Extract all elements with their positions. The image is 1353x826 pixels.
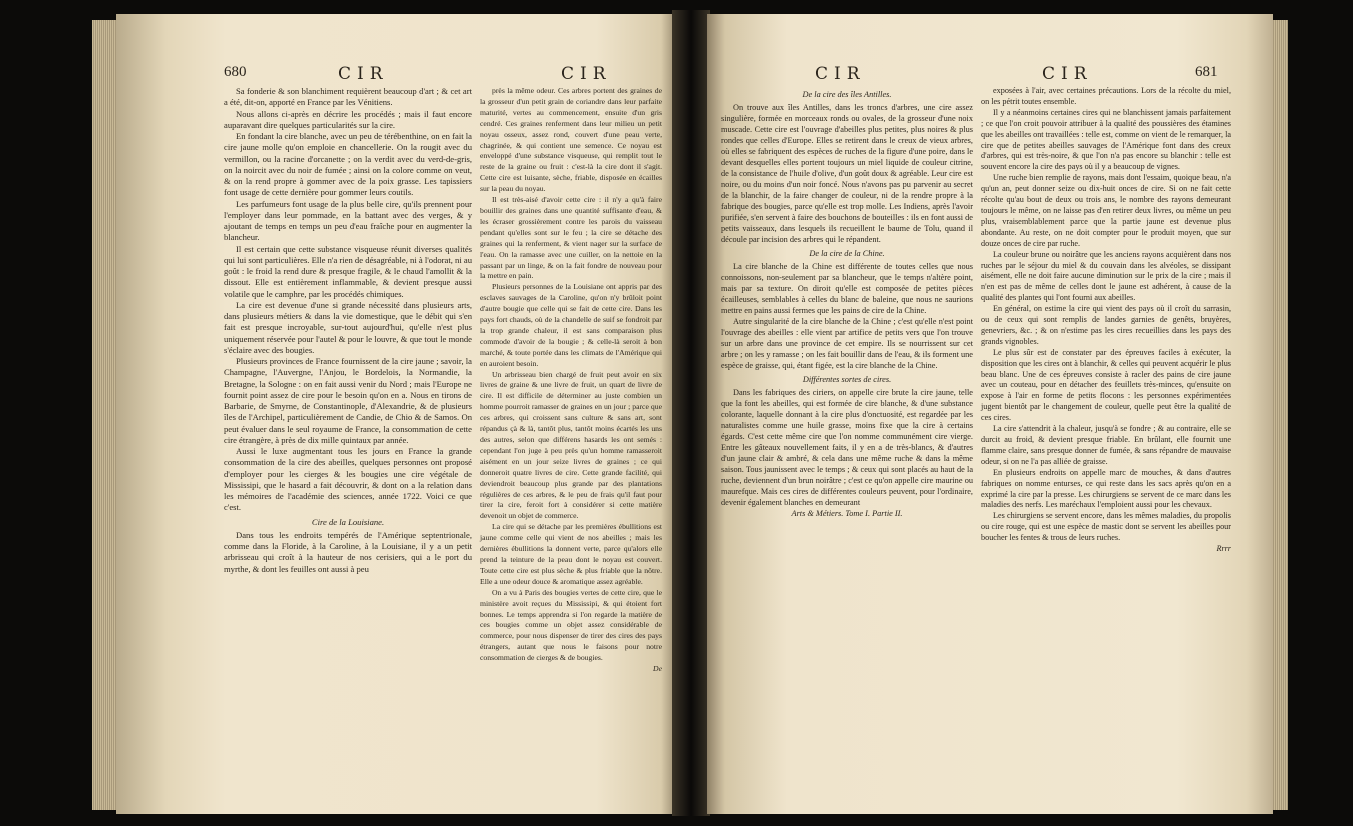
left-header-2: CIR (561, 64, 612, 84)
right-header-2: CIR (1042, 64, 1093, 84)
right-page-number: 681 (1195, 64, 1218, 80)
paragraph: Les parfumeurs font usage de la plus belle cire, qu'ils prennent pour l'employer dans leur pommade, en la battant avec des verges, & y ajoutant de temps en temps un peu d'eau fraîche pour en augmenter la blancheur. (224, 198, 472, 243)
paragraph: Un arbrisseau bien chargé de fruit peut avoir en six livres de graine & une livre de fruit, un quart de livre de cire. Il est difficile de déterminer au juste combien un homme pourroit ramasser de graines en un jour ; parce que ces arbres, qui croissent sans culture & sans art, sont répandus çà & là, tantôt plus, tantôt moins écartés les uns des autres, selon que différens hasards les ont semés : cependant l'on juge à peu près qu'un homme ramasseroit aisément en un jour seize livres de graines ; ce qui donneroit quatre livres de cire. Cette grande facilité, qui deviendroit beaucoup plus grande par des plantations régulières de ces arbres, & le peu de frais qu'il faut pour tirer la cire, feroit fort à considérer si cette matière devenoit un objet de commerce. (480, 369, 662, 521)
section-title: De la cire de la Chine. (809, 249, 885, 258)
left-page-number: 680 (224, 64, 247, 80)
book-gutter (672, 10, 710, 816)
section-title: De la cire des îles Antilles. (802, 90, 892, 99)
paragraph: On trouve aux îles Antilles, dans les troncs d'arbres, une cire assez singulière, formée en morceaux ronds ou ovales, de la grosseur d'une noix muscade. Cette cire est l'ouvrage d'abeilles plus petites, plus noires & plus rondes que celles d'Europe. Elles se retirent dans le creux de vieux arbres, où elles se fabriquent des espèces de ruches de la figure d'une poire, dans le devant desquelles elles portent toujours un miel liquide de couleur citrine, de la consistance de l'huile d'olive, d'un goût doux & agréable. Leur cire est noire, ou du moins d'un noir foncé. Nous n'avons pas pu parvenir au secret de la blanchir, de la faire changer de couleur, ni de la rendre propre à la fabrique des bougies, parce qu'elle est trop molle. Les Indiens, après l'avoir purifiée, s'en servent à faire des bouchons de bouteilles : ils en font aussi de petits vaisseaux, dans lesquels ils recueillent le baume de Tolu, quand il découle par incision des arbres qui le répandent. (721, 103, 973, 244)
right-page (707, 14, 1273, 814)
paragraph: La couleur brune ou noirâtre que les anciens rayons acquièrent dans nos ruches par le séjour du miel & du couvain dans les alvéoles, se dissipant aisément, elle ne doit faire aucune diminution sur le prix de la cire ; mais il n'en est pas de même de celles dont le jaune est adhérent, à cause de la qualité des plantes qui l'ont fourni aux abeilles. (981, 249, 1231, 303)
paragraph: près la même odeur. Ces arbres portent des graines de la grosseur d'un petit grain de coriandre dans leur parfaite maturité, vertes au commencement, ensuite d'un gris cendré. Ces graines renferment dans leur milieu un petit noyau osseux, assez rond, couvert d'une peau verte, chagrinée, & qui contient une semence. Ce noyau est enveloppé d'une substance visqueuse, qui remplit tout le reste de la graine ou fruit : c'est-là la cire dont il s'agit. Cette cire est luisante, sèche, friable, disposée en écailles sur la peau du noyau. (480, 86, 662, 194)
right-header-1: CIR (815, 64, 866, 84)
paragraph: La cire qui se détache par les premières ébullitions est jaune comme celle qui vient de nos abeilles ; mais les dernières ébullitions la donnent verte, parce qu'alors elle prend la teinture de la peau dont le noyau est couvert. Toute cette cire est plus sèche & plus friable que la nôtre. Elle a une odeur douce & aromatique assez agréable. (480, 522, 662, 586)
page-footer: Arts & Métiers. Tome I. Partie II. (791, 509, 903, 518)
paragraph: Sa fonderie & son blanchiment requièrent beaucoup d'art ; & cet art a été, dit-on, apporté en France par les Vénitiens. (224, 86, 472, 108)
left-page-edges (92, 20, 118, 810)
left-page (116, 14, 676, 814)
paragraph: Le plus sûr est de constater par des épreuves faciles à exécuter, la disposition que les cires ont à blanchir, & celles qui peuvent acquérir le plus beau blanc. Une de ces épreuves consiste à racler des pains de cire jaune avec un couteau, pour en détacher des feuillets très-minces, qu'ensuite on expose à l'air en forme de petits flocons : les personnes expérimentées jugent bientôt par le changement de couleur, quelle peut être la qualité de ces cires. (981, 347, 1231, 423)
right-column-1 (721, 86, 973, 519)
paragraph: Aussi le luxe augmentant tous les jours en France la grande consommation de la cire des abeilles, quelques personnes ont proposé d'employer pour les cierges & les bougies une cire végétale de Mississipi, que le hasard a fait découvrir, & dont on a la relation dans les mémoires de l'académie des sciences, année 1722. Voici ce que c'est. (224, 446, 472, 513)
paragraph: La cire est devenue d'une si grande nécessité dans plusieurs arts, dans plusieurs métiers & dans la vie domestique, que le débit qui s'en fait est presque incroyable, sur-tout aujourd'hui, qu'elle n'est plus uniquement réservée pour l'autel & pour le louvre, & que tout le monde s'éclaire avec des bougies. (224, 299, 472, 355)
paragraph: Dans tous les endroits tempérés de l'Amérique septentrionale, comme dans la Floride, à la Caroline, à la Louisiane, il y a un petit arbrisseau qui croît à la hauteur de nos cerisiers, qui a le port du myrthe, & dont les feuilles ont aussi à peu (224, 529, 472, 574)
left-header-1: CIR (338, 64, 389, 84)
right-column-2 (981, 86, 1231, 555)
paragraph: Plusieurs provinces de France fournissent de la cire jaune ; savoir, la Champagne, l'Auvergne, l'Anjou, le Bordelois, la Normandie, la Bretagne, la Sologne : on en fait aussi venir du Nord ; mais l'Europe ne fournit point assez de cire pour le besoin qu'on en a. Nous en tirons de Barbarie, de Smyrne, de Constantinople, d'Alexandrie, & de plusieurs îles de l'Archipel, particulièrement de Candie, de Chio & de Samos. On peut évaluer dans le seul royaume de France, la consommation de cette cire étrangère, à près de dix mille quintaux par année. (224, 356, 472, 445)
paragraph: En général, on estime la cire qui vient des pays où il croît du sarrasin, ou de ceux qui sont remplis de landes garnies de genêts, bruyères, genevriers, &c. ; & on n'estime pas les cires recueillies dans les pays des grands vignobles. (981, 304, 1231, 346)
paragraph: Les chirurgiens se servent encore, dans les mêmes maladies, du propolis ou cire rouge, qui est une espèce de mastic dont se servent les abeilles pour boucher les fentes & trous de leurs ruches. (981, 511, 1231, 543)
paragraph: Une ruche bien remplie de rayons, mais dont l'essaim, quoique beau, n'a qu'un an, peut donner seize ou dix-huit onces de cire. Si on ne fait cette récolte qu'au bout de deux ou trois ans, le nombre des rayons demeurant toujours le même, on ne laisse pas d'en retirer deux livres, ou même un peu plus, vraisemblablement parce que la partie jaune est devenue plus abondante. Au reste, on ne doit compter pour le produit moyen, que sur douze onces de cire par ruche. (981, 173, 1231, 248)
paragraph: Il est très-aisé d'avoir cette cire : il n'y a qu'à faire bouillir des graines dans une quantité suffisante d'eau, & les écraser grossièrement contre les parois du vaisseau pendant qu'elles sont sur le feu ; la cire se détache des graines qui la renferment, & vient nager sur la surface de l'eau. On la ramasse avec une cuiller, on la nettoie en la passant par un linge, & on la fait fondre de nouveau pour la mettre en pain. (480, 195, 662, 281)
paragraph: Il y a néanmoins certaines cires qui ne blanchissent jamais parfaitement ; ce que l'on croit pouvoir attribuer à la qualité des poussières des étamines que les abeilles ont travaillées : telle est, comme on vient de le remarquer, la cire que de petites abeilles sauvages de l'Amérique font dans des creux d'arbres, qui est très-noire, & que l'on n'a pas encore su blanchir : telle est souvent encore la cire des pays où il y a beaucoup de vignes. (981, 107, 1231, 172)
paragraph: On a vu à Paris des bougies vertes de cette cire, que le ministère avoit reçues du Mississipi, & qui étoient fort bonnes. Le temps apprendra si l'on regarde la matière de ces bougies comme un objet assez considérable de commerce, pour nous dispenser de tirer des cires des pays étrangers, autant que nous le faisons pour notre consommation de cierges & de bougies. (480, 587, 662, 663)
paragraph: En plusieurs endroits on appelle marc de mouches, & dans d'autres fabriques on nomme enturses, ce qui reste dans les sacs après qu'on en a exprimé la cire par la presse. Les chirurgiens se servent de ce marc dans les maladies des nerfs. Les maréchaux l'emploient aussi pour les chevaux. (981, 467, 1231, 510)
left-column-2 (480, 86, 662, 675)
paragraph: Dans les fabriques des ciriers, on appelle cire brute la cire jaune, telle que la font les abeilles, qui est formée de cire blanche, & d'une substance colorante, laquelle donnant à la cire plus d'onctuosité, est regardée par les naturalistes comme une huile grasse, moins fixe que la cire à certains égards. C'est cette même cire que l'on nomme communément cire vierge. Entre les gâteaux nouvellement faits, il y en a de très-blancs, & d'autres d'un jaune clair & ambré, & cela dans une même ruche & dans la même saison. Tous jaunissent avec le temps ; & ceux qui sont placés au haut de la ruche, deviennent d'un brun noirâtre ; c'est ce qu'on appelle cire maurine ou maurefque. Mais ces cires de différentes couleurs peuvent, pour l'ordinaire, devenir également blanches en demeurant (721, 388, 973, 507)
paragraph: Autre singularité de la cire blanche de la Chine ; c'est qu'elle n'est point l'ouvrage des abeilles : elle vient par artifice de petits vers que l'on trouve sur un arbre dans une province de cet empire. Ils se nourrissent sur cet arbre ; on les y ramasse ; on les fait bouillir dans de l'eau, & ils forment une espèce de graisse, qui, étant figée, est la cire blanche de la Chine. (721, 317, 973, 370)
left-column-1 (224, 86, 472, 575)
paragraph: exposées à l'air, avec certaines précautions. Lors de la récolte du miel, on les pétrit toutes ensemble. (981, 86, 1231, 106)
section-title: Différentes sortes de cires. (802, 375, 892, 384)
paragraph: Il est certain que cette substance visqueuse réunit diverses qualités qui lui sont particulières. Elle n'a rien de désagréable, ni à l'odorat, ni au goût : le froid la rend dure & presque fragile, & le chaud l'amollit & la dissout. Elle est entièrement inflammable, & devient presque aussi volatile que le camphre, par les procédés chimiques. (224, 243, 472, 299)
paragraph: Plusieurs personnes de la Louisiane ont appris par des esclaves sauvages de la Caroline, qu'on n'y brûloit point d'autre bougie que celle qui se fait de cette cire. Dans les pays fort chauds, où de la chandelle de suif se fondroit par la trop grande chaleur, il est sans comparaison plus commode d'avoir de la bougie ; & celle-là seroit à bon marché, & toute portée dans les climats de l'Amérique qui en auroient besoin. (480, 282, 662, 368)
paragraph: La cire blanche de la Chine est différente de toutes celles que nous connoissons, non-seulement par sa blancheur, que le temps n'altère point, mais par sa texture. On diroit qu'elle est composée de petites pièces écailleuses, semblables à celles du blanc de baleine, que nous ne saurions mettre en pains aussi fermes que les pains de cire de la Chine. (721, 262, 973, 315)
catchword: De (653, 664, 662, 674)
paragraph: Nous allons ci-après en décrire les procédés ; mais il faut encore auparavant dire quelques particularités sur la cire. (224, 108, 472, 130)
section-title: Cire de la Louisiane. (311, 516, 385, 527)
signature-mark: Rrrr (1216, 544, 1231, 554)
paragraph: La cire s'attendrit à la chaleur, jusqu'à se fondre ; & au contraire, elle se durcit au froid, & devient presque friable. En brûlant, elle fournit une flamme claire, sans presque donner de fumée, & sans répandre de mauvaise odeur, si on ne l'a pas alliée de graisse. (981, 424, 1231, 466)
paragraph: En fondant la cire blanche, avec un peu de térébenthine, on en fait la cire jaune molle qu'on emploie en chancellerie. On la rougit avec du vermillon, ou la racine d'orcanette ; on la verdit avec du verd-de-gris, on la noircit avec du noir de fumée ; ainsi on la colore comme on veut, & on la rend propre à gommer avec de la poix grasse. Les tapissiers font usage de cette dernière pour gommer leurs coutils. (224, 131, 472, 198)
